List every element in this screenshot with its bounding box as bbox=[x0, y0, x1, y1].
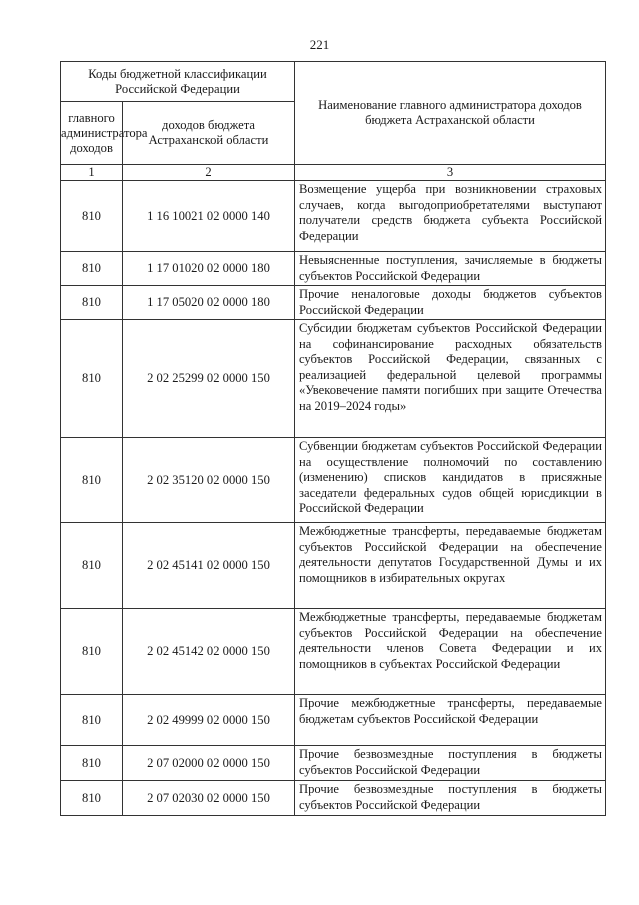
revenue-code-cell: 2 07 02030 02 0000 150 bbox=[123, 781, 295, 816]
column-number-3: 3 bbox=[295, 165, 606, 181]
revenue-code-cell: 2 02 25299 02 0000 150 bbox=[123, 320, 295, 438]
table-row bbox=[61, 781, 606, 816]
header-revenue-code: доходов бюджета Астраханской области bbox=[123, 102, 295, 165]
table-row bbox=[61, 523, 606, 609]
admin-code-cell: 810 bbox=[61, 609, 123, 695]
page-number: 221 bbox=[309, 37, 330, 52]
admin-code-cell: 810 bbox=[61, 320, 123, 438]
admin-code-cell: 810 bbox=[61, 438, 123, 523]
admin-code-cell: 810 bbox=[61, 523, 123, 609]
table-row bbox=[61, 438, 606, 523]
revenue-name-cell: Межбюджетные трансферты, передаваемые бюджетам субъектов Российской Федерации на обеспечение деятельности членов Совета Федерации и их помощников в субъектах Российской Федерации bbox=[295, 609, 606, 695]
revenue-name-cell: Прочие межбюджетные трансферты, передаваемые бюджетам субъектов Российской Федерации bbox=[295, 695, 606, 746]
header-admin-code: главного администратора доходов bbox=[61, 102, 123, 165]
table-row bbox=[61, 746, 606, 781]
revenue-code-cell: 2 02 45142 02 0000 150 bbox=[123, 609, 295, 695]
column-number-1: 1 bbox=[61, 165, 123, 181]
admin-code-cell: 810 bbox=[61, 695, 123, 746]
admin-code-cell: 810 bbox=[61, 781, 123, 816]
revenue-code-cell: 2 02 45141 02 0000 150 bbox=[123, 523, 295, 609]
column-number-2: 2 bbox=[123, 165, 295, 181]
revenue-name-cell: Прочие неналоговые доходы бюджетов субъектов Российской Федерации bbox=[295, 286, 606, 320]
revenue-name-cell: Межбюджетные трансферты, передаваемые бюджетам субъектов Российской Федерации на обеспечение деятельности депутатов Государственной Думы и их помощников в избирательных округах bbox=[295, 523, 606, 609]
revenue-name-cell: Субсидии бюджетам субъектов Российской Федерации на софинансирование расходных обязательств субъектов Российской Федерации, связанных с реализацией федеральной целевой программы «Увековечение памяти погибших при защите Отечества на 2019–2024 годы» bbox=[295, 320, 606, 438]
revenue-name-cell: Прочие безвозмездные поступления в бюджеты субъектов Российской Федерации bbox=[295, 781, 606, 816]
table-row bbox=[61, 181, 606, 252]
revenue-name-cell: Субвенции бюджетам субъектов Российской Федерации на осуществление полномочий по составлению (изменению) списков кандидатов в присяжные заседатели федеральных судов общей юрисдикции в Российской Федерации bbox=[295, 438, 606, 523]
budget-classification-table bbox=[60, 61, 606, 816]
revenue-code-cell: 1 17 01020 02 0000 180 bbox=[123, 252, 295, 286]
revenue-code-cell: 1 16 10021 02 0000 140 bbox=[123, 181, 295, 252]
admin-code-cell: 810 bbox=[61, 181, 123, 252]
revenue-name-cell: Возмещение ущерба при возникновении страховых случаев, когда выгодоприобретателями выступают получатели средств бюджета субъекта Российской Федерации bbox=[295, 181, 606, 252]
table-row bbox=[61, 320, 606, 438]
admin-code-cell: 810 bbox=[61, 746, 123, 781]
table-row bbox=[61, 609, 606, 695]
table-row bbox=[61, 286, 606, 320]
revenue-code-cell: 2 02 49999 02 0000 150 bbox=[123, 695, 295, 746]
table-row bbox=[61, 695, 606, 746]
revenue-code-cell: 2 07 02000 02 0000 150 bbox=[123, 746, 295, 781]
revenue-code-cell: 1 17 05020 02 0000 180 bbox=[123, 286, 295, 320]
revenue-code-cell: 2 02 35120 02 0000 150 bbox=[123, 438, 295, 523]
revenue-name-cell: Невыясненные поступления, зачисляемые в бюджеты субъектов Российской Федерации bbox=[295, 252, 606, 286]
admin-code-cell: 810 bbox=[61, 252, 123, 286]
admin-code-cell: 810 bbox=[61, 286, 123, 320]
header-group-codes: Коды бюджетной классификации Российской Федерации bbox=[61, 62, 295, 102]
revenue-name-cell: Прочие безвозмездные поступления в бюджеты субъектов Российской Федерации bbox=[295, 746, 606, 781]
header-admin-name: Наименование главного администратора доходов бюджета Астраханской области bbox=[295, 62, 606, 165]
table-row bbox=[61, 252, 606, 286]
